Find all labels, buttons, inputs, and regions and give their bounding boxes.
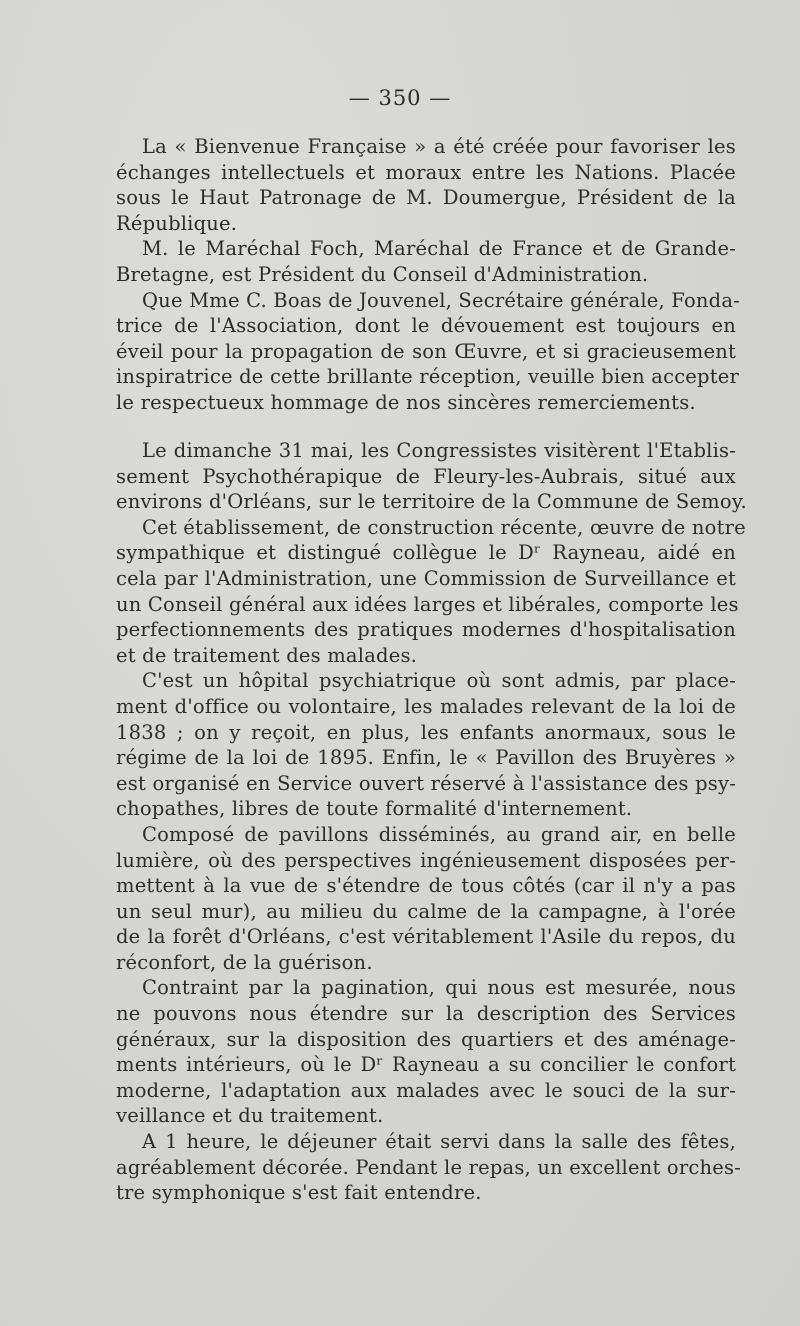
text-line: ment d'office ou volontaire, les malades relevant de la loi de (116, 694, 736, 718)
text-line: Que Mme C. Boas de Jouvenel, Secrétaire générale, Fonda- (142, 288, 740, 312)
text-line: trice de l'Association, dont le dévouement est toujours en (116, 314, 736, 338)
text-line: Cet établissement, de construction récente, œuvre de notre (142, 515, 746, 539)
text-line: environs d'Orléans, sur le territoire de la Commune de Semoy. (116, 490, 747, 514)
text-line: sement Psychothérapique de Fleury-les-Aubrais, situé aux (116, 464, 736, 488)
text-line: Bretagne, est Président du Conseil d'Administration. (116, 262, 649, 286)
text-line: chopathes, libres de toute formalité d'internement. (116, 797, 633, 821)
text-line: moderne, l'adaptation aux malades avec le souci de la sur- (116, 1078, 736, 1102)
text-line: inspiratrice de cette brillante réception, veuille bien accepter (116, 365, 740, 389)
text-line: ments intérieurs, où le Dʳ Rayneau a su concilier le confort (116, 1053, 736, 1077)
text-line: réconfort, de la guérison. (116, 950, 373, 974)
text-line: perfectionnements des pratiques modernes d'hospitalisation (116, 618, 736, 642)
text-line: régime de la loi de 1895. Enfin, le « Pavillon des Bruyères » (116, 746, 736, 770)
text-line: et de traitement des malades. (116, 643, 418, 667)
text-line: tre symphonique s'est fait entendre. (116, 1181, 482, 1205)
text-line: est organisé en Service ouvert réservé à l'assistance des psy- (116, 771, 736, 795)
text-line: ne pouvons nous étendre sur la description des Services (116, 1002, 736, 1026)
text-line: mettent à la vue de s'étendre de tous côtés (car il n'y a pas (116, 874, 736, 898)
text-line: La « Bienvenue Française » a été créée pour favoriser les (142, 135, 736, 158)
text-line: sous le Haut Patronage de M. Doumergue, Président de la (116, 186, 736, 210)
text-line: cela par l'Administration, une Commission de Surveillance et (116, 566, 736, 590)
text-line: République. (116, 211, 238, 235)
text-line: agréablement décorée. Pendant le repas, un excellent orches- (116, 1155, 741, 1179)
text-line: A 1 heure, le déjeuner était servi dans la salle des fêtes, (142, 1130, 736, 1154)
text-line: échanges intellectuels et moraux entre les Nations. Placée (116, 160, 736, 184)
text-line: Contraint par la pagination, qui nous est mesurée, nous (142, 976, 736, 1000)
text-line: C'est un hôpital psychiatrique où sont admis, par place- (142, 669, 736, 693)
text-line: un Conseil général aux idées larges et libérales, comporte les (116, 592, 739, 616)
text-line: Composé de pavillons disséminés, au grand air, en belle (142, 822, 736, 846)
text-line: généraux, sur la disposition des quartiers et des aménage- (116, 1027, 736, 1051)
text-line: veillance et du traitement. (116, 1104, 384, 1128)
text-line: un seul mur), au milieu du calme de la campagne, à l'orée (116, 899, 736, 923)
text-line: le respectueux hommage de nos sincères remerciements. (116, 390, 696, 414)
text-line: 1838 ; on y reçoit, en plus, les enfants anormaux, sous le (116, 720, 736, 744)
text-block-1 (116, 134, 740, 416)
text-line: lumière, où des perspectives ingénieusement disposées per- (116, 848, 736, 872)
text-line: sympathique et distingué collègue le Dʳ Rayneau, aidé en (116, 541, 736, 565)
page-number: — 350 — (348, 86, 452, 110)
text-block-2 (116, 438, 747, 1206)
text-line: M. le Maréchal Foch, Maréchal de France et de Grande- (142, 237, 736, 261)
text-line: de la forêt d'Orléans, c'est véritablement l'Asile du repos, du (116, 925, 736, 949)
text-line: Le dimanche 31 mai, les Congressistes visitèrent l'Etablis- (142, 439, 736, 462)
text-line: éveil pour la propagation de son Œuvre, et si gracieusement (116, 339, 736, 363)
